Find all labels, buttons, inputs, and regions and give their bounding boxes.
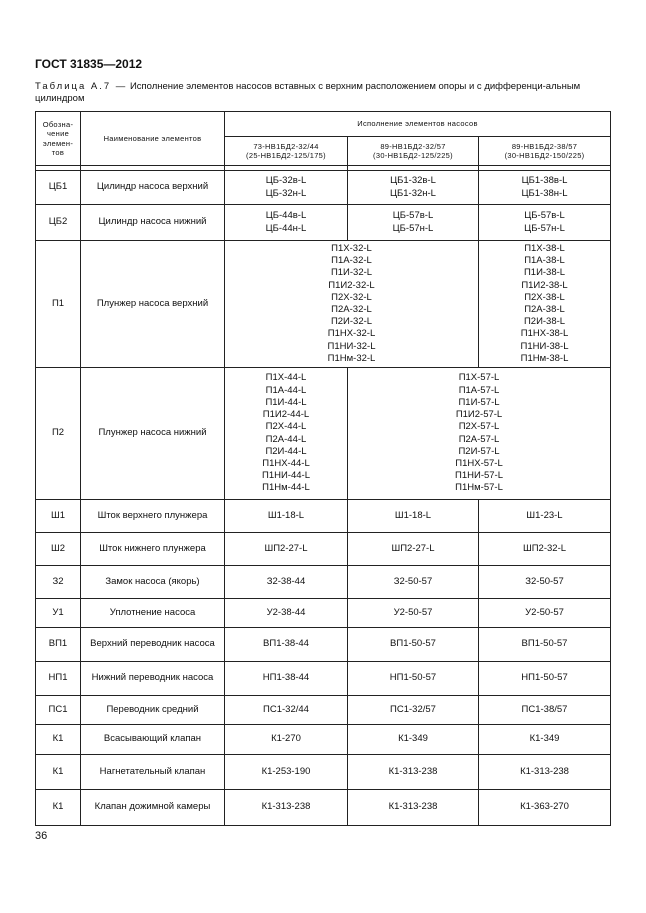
row-name: Нижний переводник насоса (81, 662, 225, 696)
value-line: П1НХ-57-L (455, 457, 503, 469)
value-line: П1А-32-L (331, 255, 372, 267)
row-value: ЦБ-44в-L ЦБ-44н-L (225, 205, 348, 241)
value-line: П1И2-32-L (328, 279, 375, 291)
row-code: З2 (36, 566, 81, 599)
row-name: Верхний переводник насоса (81, 628, 225, 662)
row-value: К1-313-238 (225, 790, 348, 826)
row-value: НП1-50-57 (479, 662, 611, 696)
table-caption (35, 81, 610, 105)
row-value: НП1-38-44 (225, 662, 348, 696)
table-caption-label: Таблица А.7 — (35, 81, 128, 92)
page-number: 36 (35, 830, 48, 842)
value-line: П1И2-57-L (455, 409, 503, 421)
row-value: К1-270 (225, 725, 348, 755)
row-name: Цилиндр насоса верхний (81, 171, 225, 205)
row-name: Плунжер насоса нижний (81, 368, 225, 500)
table-row (36, 205, 611, 241)
row-code: К1 (36, 755, 81, 790)
value-line: П1Х-32-L (331, 242, 372, 254)
row-code: К1 (36, 790, 81, 826)
value-line: П1Нм-57-L (455, 482, 503, 494)
row-code: К1 (36, 725, 81, 755)
row-value: ПС1-32/57 (348, 696, 479, 725)
variant-header-1: 73-НВ1БД2-32/44 (25-НВ1БД2-125/175) (225, 137, 348, 166)
row-code: Ш2 (36, 533, 81, 566)
col-header-group: Исполнение элементов насосов (225, 112, 611, 137)
value-line: П1НИ-57-L (455, 470, 503, 482)
row-value: К1-349 (348, 725, 479, 755)
row-name: Цилиндр насоса нижний (81, 205, 225, 241)
value-line: П2А-32-L (331, 304, 372, 315)
table-header-row (36, 112, 611, 137)
row-value: К1-253-190 (225, 755, 348, 790)
row-name: Шток нижнего плунжера (81, 533, 225, 566)
value-line: П1А-44-L (265, 384, 307, 396)
row-value: ЦБ-57в-L ЦБ-57н-L (479, 205, 611, 241)
value-line: П1Х-57-L (458, 372, 500, 384)
col-header-name: Наименование элементов (81, 112, 225, 166)
variant-header-2: 89-НВ1БД2-32/57 (30-НВ1БД2-125/225) (348, 137, 479, 166)
row-code: П1 (36, 241, 81, 368)
value-line: П1И-32-L (330, 267, 373, 279)
value-line: П1А-38-L (524, 255, 565, 267)
row-value: ШП2-27-L (225, 533, 348, 566)
row-value: ЦБ1-32в-L ЦБ1-32н-L (348, 171, 479, 205)
row-value (225, 241, 479, 368)
value-line: П1А-57-L (458, 384, 500, 396)
row-name: Всасывающий клапан (81, 725, 225, 755)
table-row (36, 628, 611, 662)
value-line: П1НИ-44-L (262, 470, 310, 482)
value-line: П2И-57-L (458, 445, 500, 457)
row-value: К1-349 (479, 725, 611, 755)
table-row (36, 790, 611, 826)
row-value: ВП1-50-57 (348, 628, 479, 662)
row-code: ЦБ2 (36, 205, 81, 241)
row-value: НП1-50-57 (348, 662, 479, 696)
value-line: П2А-38-L (524, 304, 565, 315)
row-value (225, 368, 348, 500)
value-line: П1НХ-38-L (520, 328, 569, 340)
row-name: Уплотнение насоса (81, 599, 225, 628)
table-row (36, 662, 611, 696)
row-value: ВП1-38-44 (225, 628, 348, 662)
row-value: ПС1-38/57 (479, 696, 611, 725)
value-line: П1НИ-38-L (520, 340, 569, 352)
table-row (36, 599, 611, 628)
value-line: П1НХ-44-L (262, 457, 310, 469)
row-value: Ш1-23-L (479, 500, 611, 533)
table-row (36, 533, 611, 566)
value-line: П1Нм-32-L (327, 352, 376, 364)
value-line: П1НХ-32-L (327, 328, 376, 340)
value-line: П2Х-38-L (524, 291, 565, 303)
value-line: П1Х-44-L (265, 372, 307, 384)
row-value: ВП1-50-57 (479, 628, 611, 662)
table-row (36, 755, 611, 790)
value-line: П2Х-32-L (331, 291, 372, 303)
table-row (36, 566, 611, 599)
table-row (36, 368, 611, 500)
elements-table (35, 111, 611, 826)
variant-header-3: 89-НВ1БД2-38/57 (30-НВ1БД2-150/225) (479, 137, 611, 166)
row-value: Ш1-18-L (225, 500, 348, 533)
table-row (36, 241, 611, 368)
value-line: П2А-44-L (265, 433, 307, 445)
row-value (479, 241, 611, 368)
row-value: З2-50-57 (348, 566, 479, 599)
table-row (36, 500, 611, 533)
row-value: З2-38-44 (225, 566, 348, 599)
value-line: П1И2-38-L (521, 279, 568, 291)
row-name: Нагнетательный клапан (81, 755, 225, 790)
row-code: Ш1 (36, 500, 81, 533)
row-name: Шток верхнего плунжера (81, 500, 225, 533)
row-value: Ш1-18-L (348, 500, 479, 533)
row-value: К1-313-238 (348, 790, 479, 826)
document-header: ГОСТ 31835—2012 (35, 57, 143, 71)
value-line: П1Нм-38-L (520, 352, 569, 364)
row-code: У1 (36, 599, 81, 628)
row-value: ЦБ-32в-L ЦБ-32н-L (225, 171, 348, 205)
value-line: П2Х-57-L (458, 421, 500, 433)
row-name: Переводник средний (81, 696, 225, 725)
value-line: П2И-38-L (523, 316, 566, 328)
value-line: П1И-44-L (265, 396, 307, 408)
col-header-designation: Обозна-чение элемен-тов (36, 112, 81, 166)
value-line: П1И-38-L (523, 267, 566, 279)
table-row (36, 725, 611, 755)
row-name: Замок насоса (якорь) (81, 566, 225, 599)
value-line: П1И-57-L (458, 396, 500, 408)
value-line: П1Нм-44-L (262, 482, 310, 494)
row-code: ВП1 (36, 628, 81, 662)
table-caption-text: Исполнение элементов насосов вставных с верхним расположением опоры и с дифференци-альным цилиндром (35, 81, 581, 104)
table-row (36, 696, 611, 725)
value-line: П2И-32-L (330, 316, 373, 328)
row-name: Клапан дожимной камеры (81, 790, 225, 826)
value-line: П1НИ-32-L (327, 340, 376, 352)
value-line: П2А-57-L (458, 433, 500, 445)
row-value: ШП2-32-L (479, 533, 611, 566)
value-line: П1И2-44-L (262, 409, 310, 421)
value-line: П2Х-44-L (265, 421, 307, 433)
row-value: ЦБ-57в-L ЦБ-57н-L (348, 205, 479, 241)
row-code: П2 (36, 368, 81, 500)
row-code: НП1 (36, 662, 81, 696)
row-code: ПС1 (36, 696, 81, 725)
value-line: П2И-44-L (265, 445, 307, 457)
row-code: ЦБ1 (36, 171, 81, 205)
row-value (348, 368, 611, 500)
row-value: К1-313-238 (479, 755, 611, 790)
row-value: ШП2-27-L (348, 533, 479, 566)
row-value: ЦБ1-38в-L ЦБ1-38н-L (479, 171, 611, 205)
row-value: У2-50-57 (348, 599, 479, 628)
table-row (36, 171, 611, 205)
row-value: У2-50-57 (479, 599, 611, 628)
row-value: К1-363-270 (479, 790, 611, 826)
row-value: ПС1-32/44 (225, 696, 348, 725)
simple-rows (36, 500, 611, 826)
row-value: К1-313-238 (348, 755, 479, 790)
row-name: Плунжер насоса верхний (81, 241, 225, 368)
row-value: З2-50-57 (479, 566, 611, 599)
row-value: У2-38-44 (225, 599, 348, 628)
value-line: П1Х-38-L (524, 242, 565, 254)
